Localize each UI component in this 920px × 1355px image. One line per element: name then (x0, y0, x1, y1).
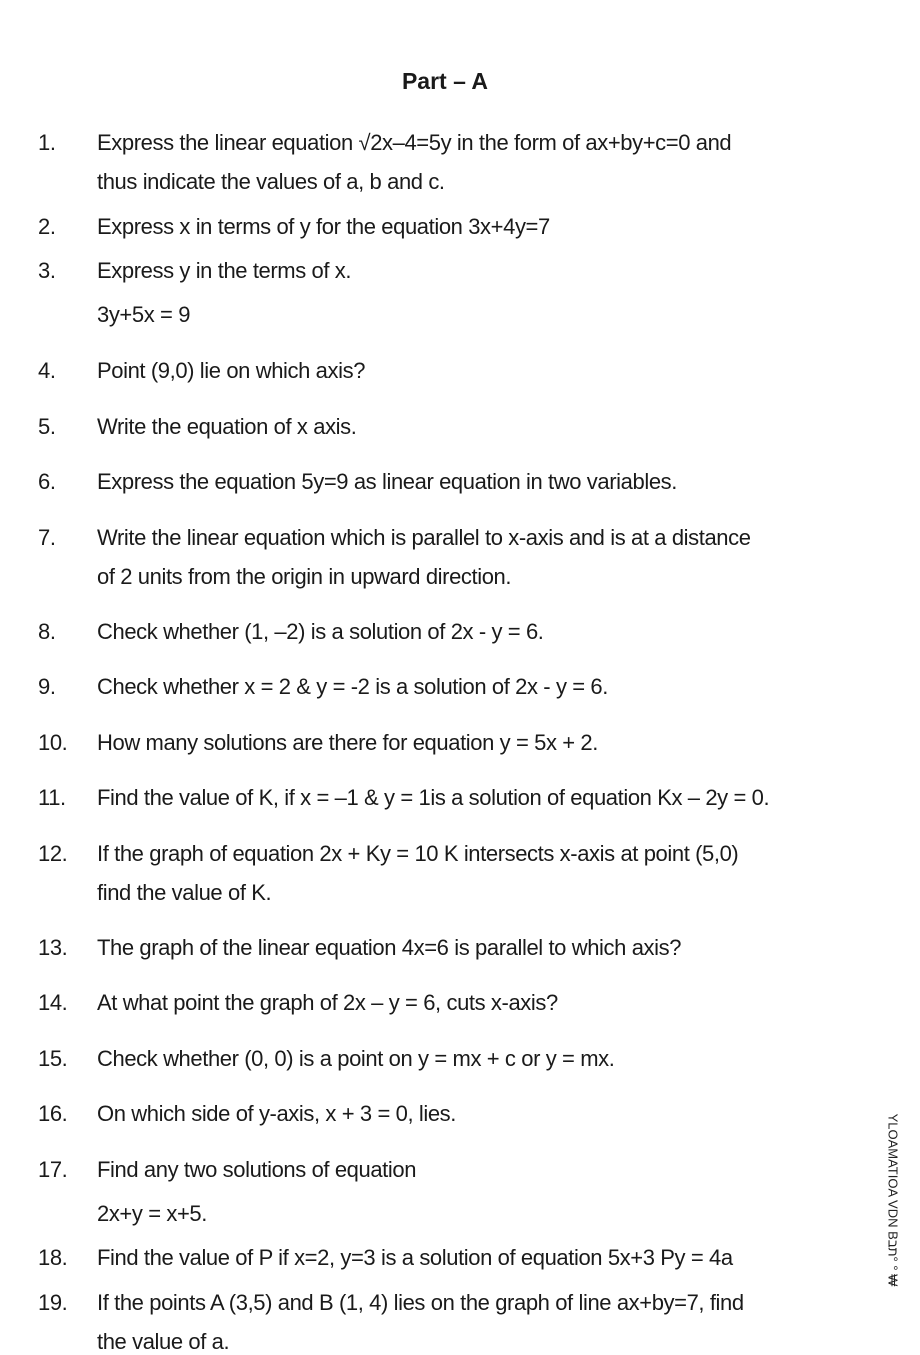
question-text: Find the value of K, if x = –1 & y = 1is a solution of equation Kx – 2y = 0. (97, 785, 770, 810)
side-margin-text (878, 1110, 908, 1290)
section-title: Part – A (401, 68, 489, 94)
question-text: find the value of K. (97, 880, 272, 905)
question-number: 17. (38, 1157, 68, 1182)
question-text: Find any two solutions of equation (97, 1157, 417, 1182)
question-text: Express the linear equation √2x–4=5y in the form of ax+by+c=0 and (97, 130, 732, 155)
question-text: of 2 units from the origin in upward direction. (97, 564, 512, 589)
question-text: 2x+y = x+5. (97, 1201, 207, 1226)
question-number: 15. (38, 1046, 68, 1071)
question-number: 4. (38, 358, 56, 383)
question-text: Check whether (0, 0) is a point on y = mx + c or y = mx. (97, 1046, 615, 1071)
question-text: Express the equation 5y=9 as linear equation in two variables. (97, 469, 677, 494)
question-number: 19. (38, 1290, 68, 1315)
question-text: How many solutions are there for equation y = 5x + 2. (97, 730, 598, 755)
question-number: 5. (38, 414, 56, 439)
question-number: 2. (38, 214, 56, 239)
question-text: Check whether (1, –2) is a solution of 2x - y = 6. (97, 619, 544, 644)
question-number: 6. (38, 469, 56, 494)
question-number: 3. (38, 258, 56, 283)
question-number: 7. (38, 525, 56, 550)
question-text: thus indicate the values of a, b and c. (97, 169, 445, 194)
question-number: 14. (38, 990, 68, 1015)
question-text: On which side of y-axis, x + 3 = 0, lies. (97, 1101, 456, 1126)
question-text: Express x in terms of y for the equation 3x+4y=7 (97, 214, 550, 239)
question-text: the value of a. (97, 1329, 230, 1354)
question-text: Write the equation of x axis. (97, 414, 357, 439)
question-text: Check whether x = 2 & y = -2 is a solution of 2x - y = 6. (97, 674, 608, 699)
question-number: 13. (38, 935, 68, 960)
question-number: 16. (38, 1101, 68, 1126)
question-text: Find the value of P if x=2, y=3 is a solution of equation 5x+3 Py = 4a (97, 1245, 733, 1270)
question-number: 18. (38, 1245, 68, 1270)
question-text: If the graph of equation 2x + Ky = 10 K intersects x-axis at point (5,0) (97, 841, 739, 866)
question-text: At what point the graph of 2x – y = 6, cuts x-axis? (97, 990, 558, 1015)
question-text: 3y+5x = 9 (97, 302, 191, 327)
question-text: The graph of the linear equation 4x=6 is parallel to which axis? (97, 935, 682, 960)
question-number: 10. (38, 730, 68, 755)
question-text: Point (9,0) lie on which axis? (97, 358, 366, 383)
question-number: 9. (38, 674, 56, 699)
side-text: YLOAMATIOA VDN Bתב° ° ₩ (885, 1113, 901, 1287)
question-text: Write the linear equation which is parallel to x-axis and is at a distance (97, 525, 751, 550)
question-number: 12. (38, 841, 68, 866)
question-text: If the points A (3,5) and B (1, 4) lies on the graph of line ax+by=7, find (97, 1290, 744, 1315)
question-number: 8. (38, 619, 56, 644)
question-number: 11. (38, 785, 66, 810)
question-number: 1. (38, 130, 56, 155)
question-text: Express y in the terms of x. (97, 258, 352, 283)
